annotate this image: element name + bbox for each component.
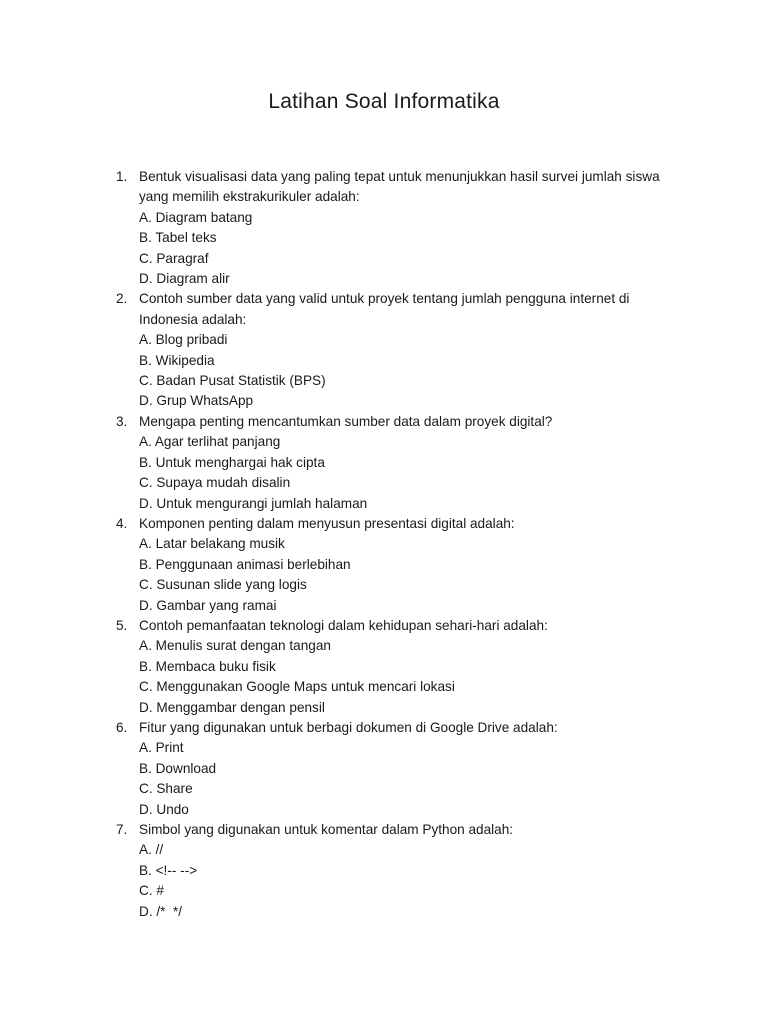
answer-option: C. # — [139, 883, 164, 899]
answer-option: A. Diagram batang — [139, 209, 253, 225]
question-item — [0, 289, 768, 411]
question-item — [0, 820, 768, 922]
question-number: 1. — [116, 169, 128, 184]
question-item — [0, 718, 768, 820]
question-item — [0, 616, 768, 718]
answer-option: B. <!-- --> — [139, 862, 198, 878]
question-text: Mengapa penting mencantumkan sumber data dalam proyek digital? — [139, 413, 553, 429]
answer-option: D. Untuk mengurangi jumlah halaman — [139, 495, 368, 511]
question-list — [0, 167, 768, 922]
answer-option: C. Share — [139, 781, 193, 797]
answer-option: B. Download — [139, 760, 217, 776]
answer-option: A. Latar belakang musik — [139, 536, 285, 552]
question-number: 7. — [116, 822, 128, 837]
answer-option: D. Diagram alir — [139, 271, 230, 287]
answer-option: D. Grup WhatsApp — [139, 393, 254, 409]
answer-option: B. Untuk menghargai hak cipta — [139, 454, 325, 470]
answer-option: B. Wikipedia — [139, 352, 215, 368]
question-text: Simbol yang digunakan untuk komentar dalam Python adalah: — [139, 822, 514, 837]
answer-option: B. Penggunaan animasi berlebihan — [139, 556, 351, 572]
question-item — [0, 412, 768, 514]
answer-option: D. Gambar yang ramai — [139, 597, 277, 613]
question-text: Fitur yang digunakan untuk berbagi dokumen di Google Drive adalah: — [139, 719, 558, 735]
question-text: Komponen penting dalam menyusun presentasi digital adalah: — [139, 515, 515, 531]
answer-option: C. Supaya mudah disalin — [139, 475, 291, 491]
answer-option: A. Agar terlihat panjang — [139, 434, 281, 450]
question-item — [0, 167, 768, 289]
answer-option: A. Blog pribadi — [139, 332, 228, 348]
answer-option: D. Menggambar dengan pensil — [139, 699, 325, 715]
answer-option: B. Tabel teks — [139, 230, 217, 246]
answer-option: A. // — [139, 842, 164, 858]
answer-option: D. Undo — [139, 801, 189, 817]
question-item — [0, 514, 768, 616]
question-number: 6. — [116, 719, 128, 735]
question-text: Contoh sumber data yang valid untuk proyek tentang jumlah pengguna internet di Indonesia adalah: — [139, 291, 630, 327]
question-number: 3. — [116, 413, 128, 429]
answer-option: A. Print — [139, 740, 184, 756]
answer-option: D. /* */ — [139, 903, 183, 919]
answer-option: C. Paragraf — [139, 250, 209, 266]
question-number: 5. — [116, 617, 128, 633]
document-title: Latihan Soal Informatika — [268, 90, 500, 113]
answer-option: C. Menggunakan Google Maps untuk mencari lokasi — [139, 679, 455, 695]
answer-option: A. Menulis surat dengan tangan — [139, 638, 331, 654]
answer-option: C. Susunan slide yang logis — [139, 577, 307, 593]
answer-option: C. Badan Pusat Statistik (BPS) — [139, 373, 326, 389]
question-text: Contoh pemanfaatan teknologi dalam kehidupan sehari-hari adalah: — [139, 617, 548, 633]
question-number: 2. — [116, 291, 128, 307]
answer-option: B. Membaca buku fisik — [139, 658, 276, 674]
question-text: Bentuk visualisasi data yang paling tepat untuk menunjukkan hasil survei jumlah siswa yang memilih ekstrakurikuler adalah: — [139, 169, 660, 205]
question-number: 4. — [116, 515, 128, 531]
